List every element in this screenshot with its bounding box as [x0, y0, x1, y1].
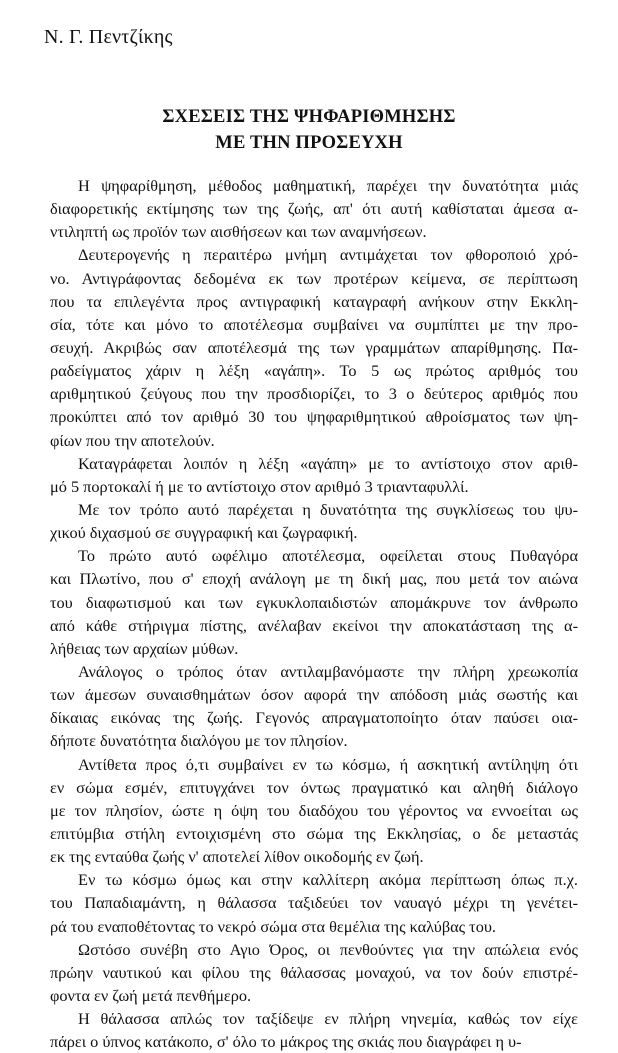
text-line: διαφορετικής εκτίμησης των της ζωής, απ' ότι αυτή καθίσταται άμεσα α-	[50, 199, 578, 219]
running-head: Ν. Γ. Πεντζίκης	[44, 26, 173, 48]
paragraph	[50, 544, 578, 660]
text-line: λήθειας των αρχαίων μύθων.	[50, 638, 239, 658]
text-line: Το πρώτο αυτό ωφέλιμο αποτέλεσμα, οφείλεται στους Πυθαγόρα	[78, 546, 578, 566]
text-line: σευχή. Ακριβώς σαν αποτέλεσμά της των γραμμάτων απαρίθμησης. Πα-	[50, 337, 578, 357]
text-line: Ωστόσο συνέβη στο Αγιο Όρος, οι πενθούντες για την απώλεια ενός	[78, 939, 578, 959]
text-line: νο. Αντιγράφοντας δεδομένα εκ των προτέρων κείμενα, σε περίπτωση	[50, 268, 578, 288]
text-line: Με τον τρόπο αυτό παρέχεται η δυνατότητα της συγκλίσεως του ψυ-	[78, 499, 578, 519]
text-line: χικού διχασμού σε συγγραφική και ζωγραφική.	[50, 523, 358, 543]
text-line: ραδείγματος χάριν η λέξη «αγάπη». Το 5 ως πρώτος αριθμός του	[50, 361, 578, 381]
article-body	[50, 174, 578, 1053]
paragraph	[50, 660, 578, 753]
text-line: Η θάλασσα απλώς τον ταξίδεψε εν πλήρη νηνεμία, καθώς τον είχε	[78, 1009, 578, 1029]
paragraph	[50, 452, 578, 498]
paragraph	[50, 498, 578, 544]
paragraph	[50, 753, 578, 869]
article-title	[0, 104, 618, 156]
text-line: εν σώμα εσμέν, επιτυγχάνει τον όντως πραγματικό και αληθή διάλογο	[50, 777, 578, 797]
text-line: ρά του εναποθέτοντας το νεκρό σώμα στα θεμέλια της καλύβας του.	[50, 916, 496, 936]
text-line: Ανάλογος ο τρόπος όταν αντιλαμβανόμαστε την πλήρη χρεωκοπία	[78, 661, 578, 681]
text-line: επιτύμβια στήλη εντοιχισμένη στο σώμα της Εκκλησίας, ο δε μεταστάς	[50, 823, 578, 843]
text-line: εκ της ενταύθα ζωής ν' αποτελεί λίθον οικοδομής εν ζωή.	[50, 847, 424, 867]
text-line: δίκαιας εικόνας της ζωής. Γεγονός απραγματοποίητο όταν παύσει οια-	[50, 708, 578, 728]
text-line: Η ψηφαρίθμηση, μέθοδος μαθηματική, παρέχει την δυνατότητα μιάς	[78, 176, 578, 195]
text-line: αριθμητικού ζεύγους που την προσδιορίζει, το 3 ο δεύτερος αριθμός που	[50, 384, 578, 404]
text-line: φίων που την αποτελούν.	[50, 430, 215, 450]
paragraph	[50, 243, 578, 451]
text-line: από κάθε στήριγμα πίστης, ανέλαβαν εκείνοι την αποκατάσταση της α-	[50, 615, 578, 635]
text-line: που τα επιλεγέντα προς αντιγραφική καταγραφή ανήκουν στην Εκκλη-	[50, 291, 578, 311]
text-line: ντιληπτή ως προϊόν των αισθήσεων και των αναμνήσεων.	[50, 222, 427, 242]
text-line: δήποτε δυνατότητα διαλόγου με τον πλησίον.	[50, 731, 348, 751]
title-line-2: ΜΕ ΤΗΝ ΠΡΟΣΕΥΧΗ	[215, 133, 403, 153]
text-line: προκύπτει από τον αριθμό 30 του ψηφαριθμητικού αθροίσματος των ψη-	[50, 407, 578, 427]
text-line: των άμεσων συναισθημάτων όσον αφορά την απόδοση μιάς σωστής και	[50, 685, 578, 705]
paragraph	[50, 1007, 578, 1053]
title-line-1: ΣΧΕΣΕΙΣ ΤΗΣ ΨΗΦΑΡΙΘΜΗΣΗΣ	[162, 107, 456, 127]
paragraph	[50, 174, 578, 243]
paragraph	[50, 868, 578, 937]
text-line: με τον πλησίον, ώστε η όψη του διαδόχου του γέροντος να εννοείται ως	[50, 800, 578, 820]
text-line: Καταγράφεται λοιπόν η λέξη «αγάπη» με το αντίστοιχο στον αριθ-	[78, 453, 578, 473]
text-line: πάρει ο ύπνος κατάκοπο, σ' όλο το μάκρος της σκιάς που διαγράφει η υ-	[50, 1032, 522, 1052]
text-line: Δευτερογενής η περαιτέρω μνήμη αντιμάχεται τον φθοροποιό χρό-	[78, 245, 578, 265]
text-line: και Πλωτίνο, που σ' εποχή ανάλογη με τη δική μας, που μετά τον αιώνα	[50, 569, 578, 589]
text-line: Αντίθετα προς ό,τι συμβαίνει εν τω κόσμω, ή ασκητική αντίληψη ότι	[78, 754, 578, 774]
text-line: μό 5 πορτοκαλί ή με το αντίστοιχο στον αριθμό 3 τριανταφυλλί.	[50, 476, 469, 496]
text-line: σία, τότε και μόνο το αποτέλεσμα συμβαίνει να συμπίπτει με την προ-	[50, 314, 578, 334]
paragraph	[50, 938, 578, 1007]
text-line: φοντα εν ζωή μετά πενθήμερο.	[50, 985, 252, 1005]
text-line: του Παπαδιαμάντη, η θάλασσα ταξιδεύει τον ναυαγό μέχρι τη γενέτει-	[50, 893, 578, 913]
text-line: Εν τω κόσμω όμως και στην καλλίτερη ακόμα περίπτωση όπως π.χ.	[78, 870, 578, 890]
text-line: του διαφωτισμού και των εγκυκλοπαιδιστών απομάκρυνε τον άνθρωπο	[50, 592, 578, 612]
text-line: πρώην ναυτικού και φίλου της θάλασσας μοναχού, να τον δούν επιστρέ-	[50, 962, 578, 982]
